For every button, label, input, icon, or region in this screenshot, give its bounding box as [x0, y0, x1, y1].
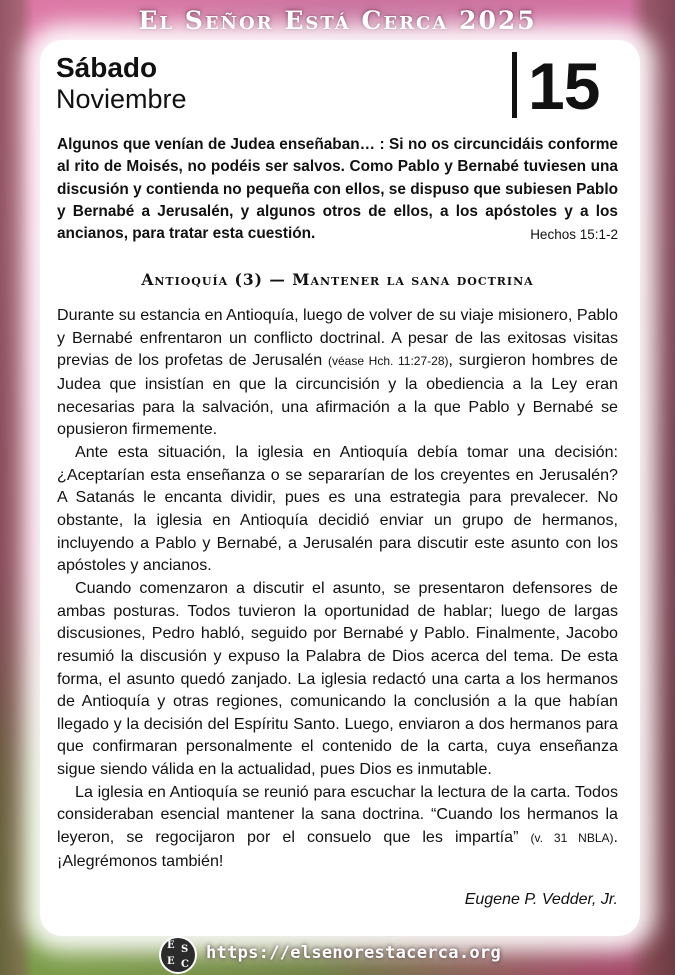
paragraph-1-text-b: , surgieron hombres de Judea que insistían en que la circuncisión y la obediencia a la Ley eran necesarias para la salvación, una afirmación a la que Pablo y Bernabé se opusieron firmemente.: [57, 351, 618, 439]
scripture-ref-inline: (véase Hch. 11:27-28): [328, 354, 449, 369]
month: Noviembre: [56, 84, 187, 114]
section-title: Antioquía (3) — Mantener la sana doctrina: [141, 270, 534, 289]
logo-letter: E: [167, 940, 175, 951]
paragraph-4: [57, 781, 618, 873]
publication-title: El Señor Está Cerca 2025: [138, 6, 537, 35]
logo-letter: S: [181, 944, 189, 955]
weekday: Sábado: [56, 52, 158, 83]
logo-letter: E: [167, 956, 175, 967]
paragraph-2: Ante esta situación, la iglesia en Antioquía debía tomar una decisión: ¿Aceptarían esta enseñanza o se separarían de los creyentes en Jerusalén? A Satanás le encanta dividir, pues es una estrategia para prevalecer. No obstante, la iglesia en Antioquía decidió enviar un grupo de hermanos, incluyendo a Pablo y Bernabé, a Jerusalén para discutir este asunto con los apóstoles y ancianos.: [57, 442, 618, 575]
paragraph-1-text-a: Durante su estancia en Antioquía, luego de volver de su viaje misionero, Pablo y Bernabé enfrentaron un conflicto doctrinal. A pesar de las exitosas visitas previas de los profetas de Jerusalén: [57, 306, 618, 370]
verse-text: Algunos que venían de Judea enseñaban… : Si no os circuncidáis conforme al rito de Moisés, no podéis ser salvos. Como Pablo y Bernabé tuviesen una discusión y contienda no pequeña con ellos, se dispuso que subiesen Pablo y Bernabé a Jerusalén, y algunos otros de ellos, a los apóstoles y a los ancianos, para tratar esta cuestión.: [57, 136, 619, 243]
paragraph-4-text-b: . ¡Alegrémonos también!: [57, 828, 618, 870]
footer: [0, 936, 675, 972]
bible-verse: [57, 134, 618, 246]
logo-letter: C: [181, 959, 189, 970]
date-divider: [512, 52, 517, 118]
paragraph-4-text-a: La iglesia en Antioquía se reunió para escuchar la lectura de la carta. Todos consideraban esencial mantener la sana doctrina. “Cuando los hermanos la leyeron, se regocijaron por el consuelo que les impartía”: [57, 782, 618, 847]
verse-reference: Hechos 15:1-2: [530, 227, 618, 243]
ESEC-logo-icon: [161, 938, 195, 972]
day-number: 15: [528, 49, 600, 123]
author-signature: Eugene P. Vedder, Jr.: [464, 891, 618, 908]
scripture-ref-inline: (v. 31 NBLA): [530, 831, 614, 846]
tree-trunk-left: [0, 0, 34, 975]
paragraph-1: [57, 304, 618, 441]
website-link[interactable]: https://elsenorestacerca.org: [206, 943, 501, 963]
devotional-body: [57, 304, 618, 872]
paragraph-3: Cuando comenzaron a discutir el asunto, se presentaron defensores de ambas posturas. Todos tuvieron la oportunidad de hablar; luego de largas discusiones, Pedro habló, seguido por Bernabé y Pablo. Finalmente, Jacobo resumió la discusión y expuso la Palabra de Dios acerca del tema. De esta forma, el asunto quedó zanjado. La iglesia redactó una carta a los hermanos de Antioquía y otras regiones, comunicando la conclusión a la que habían llegado y la decisión del Espíritu Santo. Luego, enviaron a dos hermanos para que confirmaran personalmente el contenido de la carta, cuya enseñanza sigue siendo válida en la actualidad, pues Dios es inmutable.: [57, 578, 618, 779]
